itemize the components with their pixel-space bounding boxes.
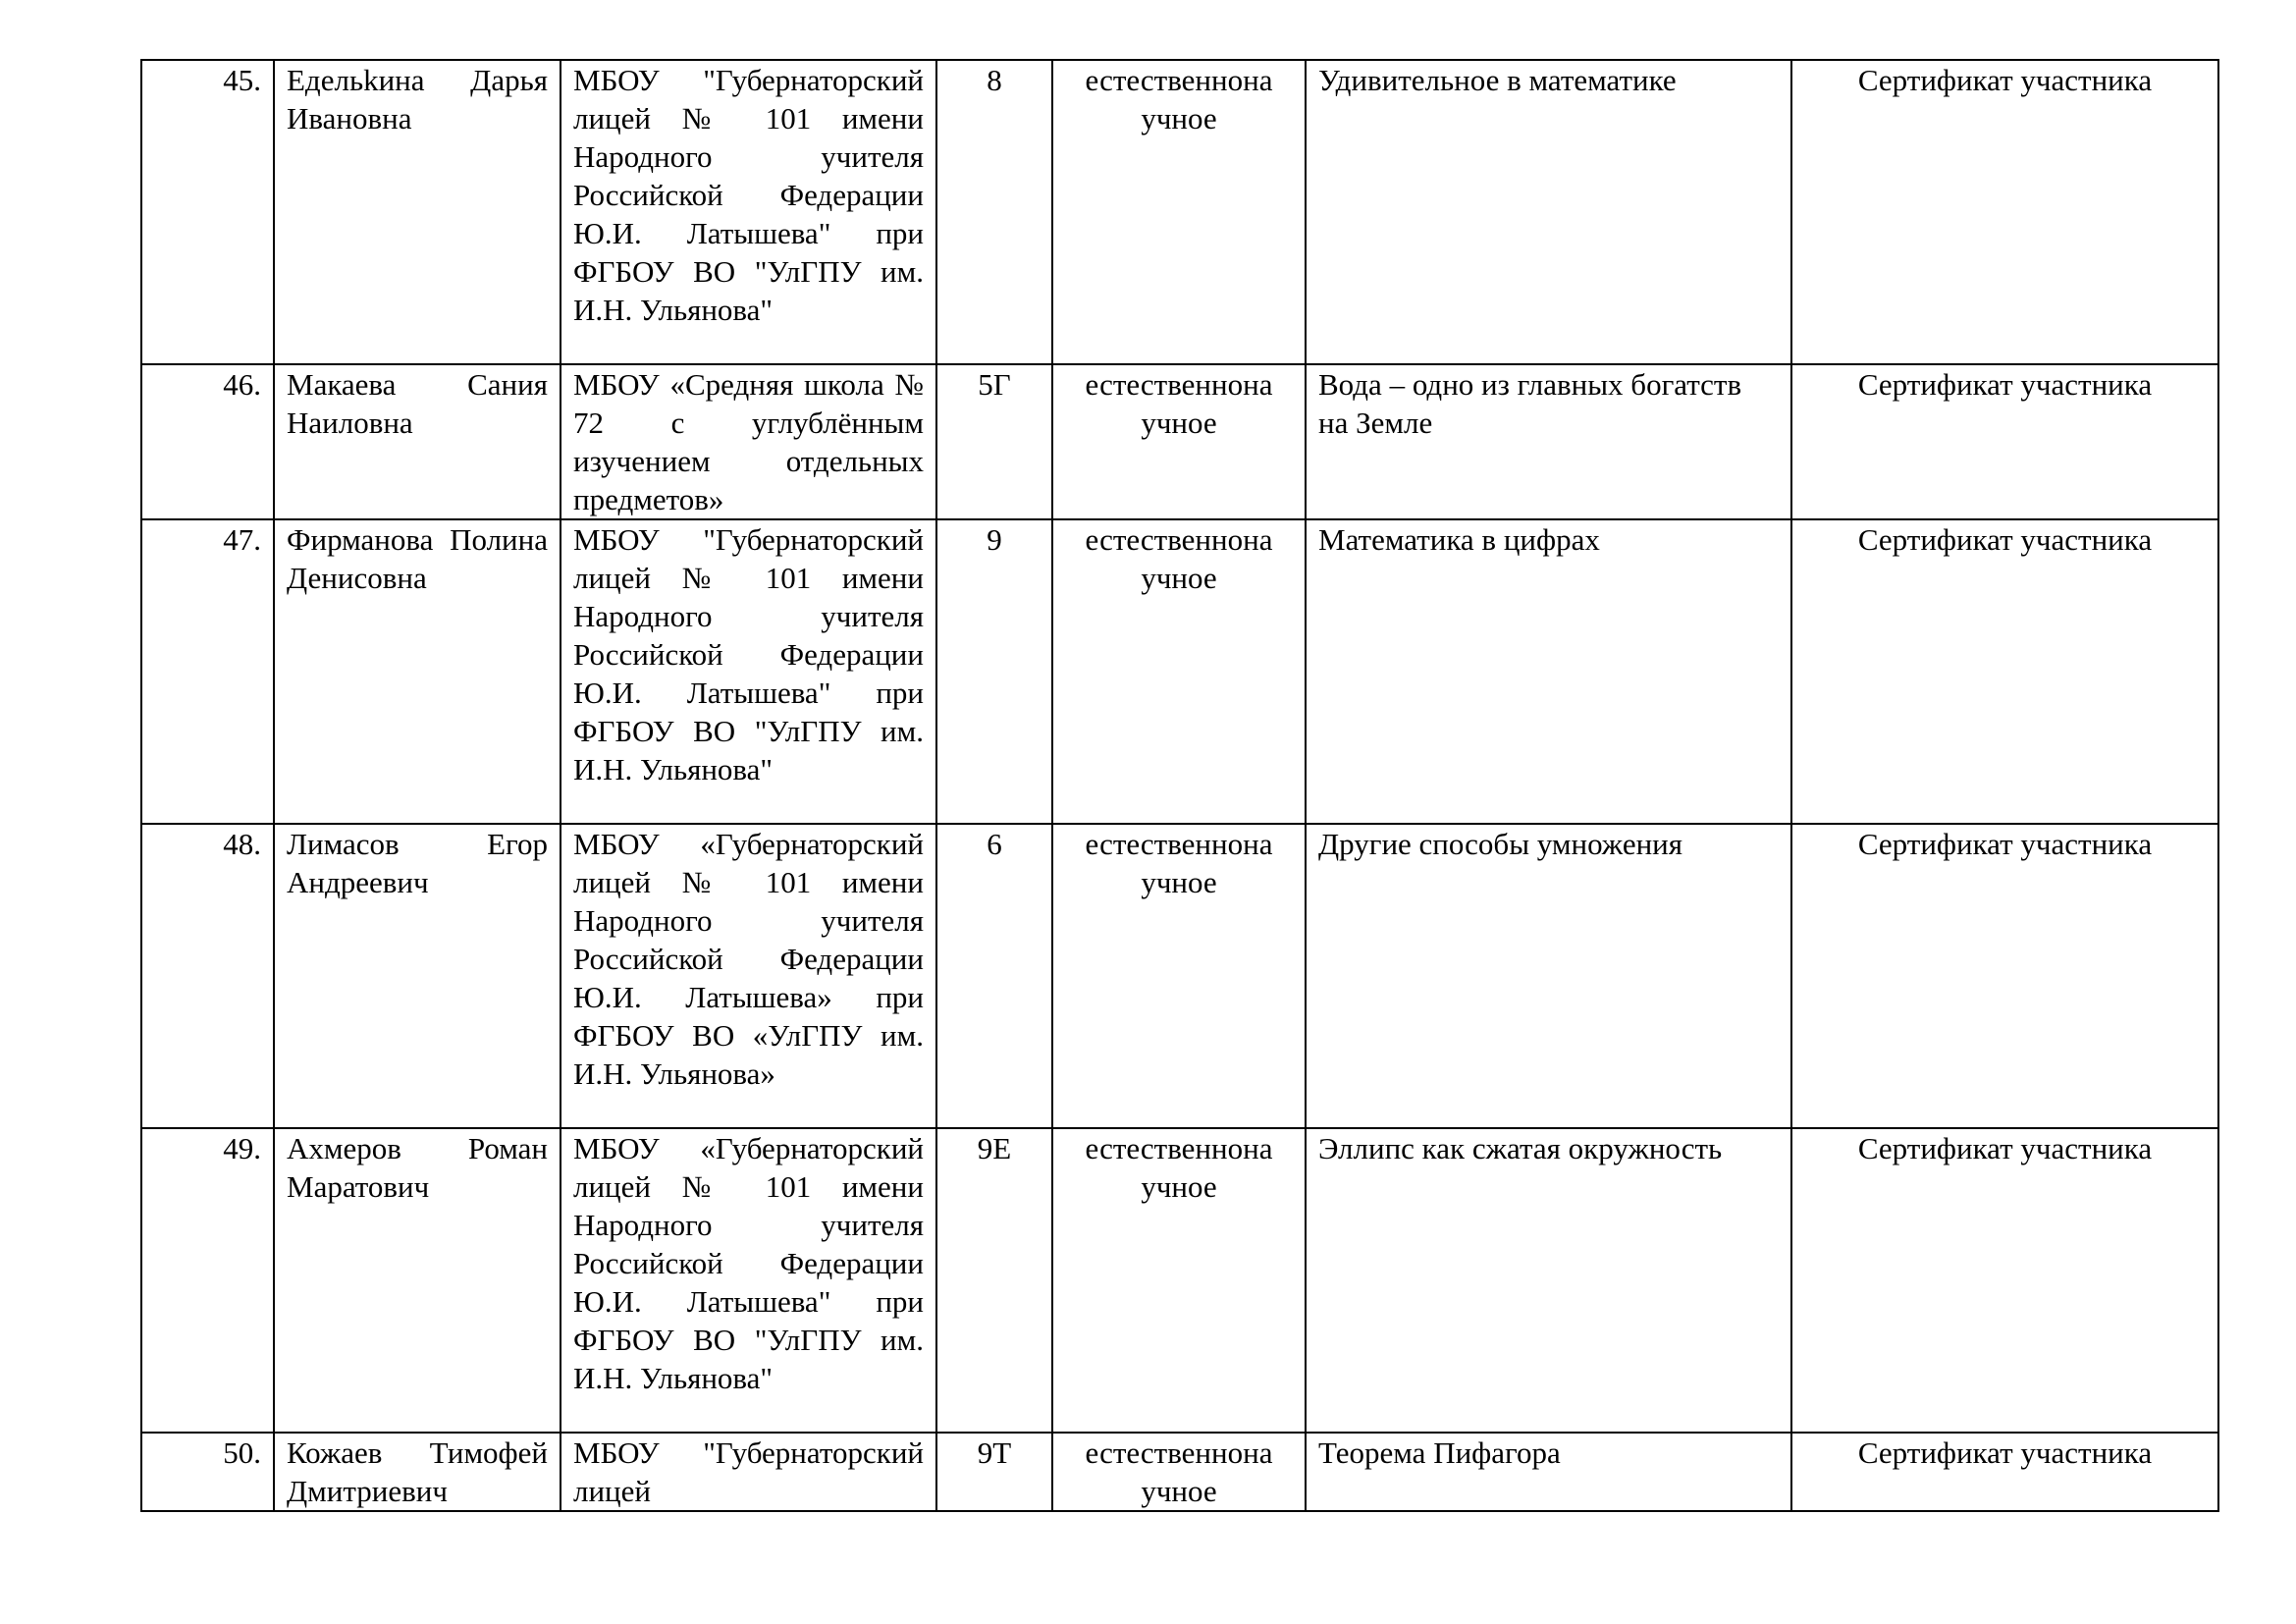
participant-name: Фирманова Полина Денисовна — [274, 519, 561, 824]
direction: естественнона учное — [1052, 1128, 1306, 1433]
row-number: 46. — [141, 364, 274, 519]
row-number: 45. — [141, 60, 274, 364]
result: Сертификат участника — [1791, 1433, 2218, 1511]
topic: Теорема Пифагора — [1306, 1433, 1791, 1511]
topic: Математика в цифрах — [1306, 519, 1791, 824]
row-number: 47. — [141, 519, 274, 824]
grade: 6 — [936, 824, 1052, 1128]
table-row — [141, 1128, 2218, 1433]
result: Сертификат участника — [1791, 60, 2218, 364]
topic: Другие способы умножения — [1306, 824, 1791, 1128]
school-name: МБОУ «Губернаторский лицей № 101 имени Народного учителя Российской Федерации Ю.И. Латышева" при ФГБОУ ВО "УлГПУ им. И.Н. Ульянова" — [561, 1128, 936, 1433]
grade: 5Г — [936, 364, 1052, 519]
participants-table — [140, 59, 2219, 1512]
grade: 8 — [936, 60, 1052, 364]
grade: 9Е — [936, 1128, 1052, 1433]
table-row — [141, 60, 2218, 364]
participant-name: Макаева Сания Наиловна — [274, 364, 561, 519]
direction: естественнона учное — [1052, 824, 1306, 1128]
result: Сертификат участника — [1791, 824, 2218, 1128]
school-name: МБОУ "Губернаторский лицей № 101 имени Народного учителя Российской Федерации Ю.И. Латышева" при ФГБОУ ВО "УлГПУ им. И.Н. Ульянова" — [561, 519, 936, 824]
grade: 9Т — [936, 1433, 1052, 1511]
direction: естественнона учное — [1052, 1433, 1306, 1511]
participant-name: Ахмеров Роман Маратович — [274, 1128, 561, 1433]
grade: 9 — [936, 519, 1052, 824]
topic: Эллипс как сжатая окружность — [1306, 1128, 1791, 1433]
table-row — [141, 1433, 2218, 1511]
school-name: МБОУ «Губернаторский лицей № 101 имени Народного учителя Российской Федерации Ю.И. Латышева» при ФГБОУ ВО «УлГПУ им. И.Н. Ульянова» — [561, 824, 936, 1128]
row-number: 48. — [141, 824, 274, 1128]
row-number: 49. — [141, 1128, 274, 1433]
result: Сертификат участника — [1791, 1128, 2218, 1433]
school-name: МБОУ «Средняя школа № 72 с углублённым изучением отдельных предметов» — [561, 364, 936, 519]
direction: естественнона учное — [1052, 519, 1306, 824]
result: Сертификат участника — [1791, 519, 2218, 824]
direction: естественнона учное — [1052, 60, 1306, 364]
table-row — [141, 364, 2218, 519]
table-row — [141, 519, 2218, 824]
direction: естественнона учное — [1052, 364, 1306, 519]
result: Сертификат участника — [1791, 364, 2218, 519]
school-name: МБОУ "Губернаторский лицей — [561, 1433, 936, 1511]
school-name: МБОУ "Губернаторский лицей № 101 имени Народного учителя Российской Федерации Ю.И. Латышева" при ФГБОУ ВО "УлГПУ им. И.Н. Ульянова" — [561, 60, 936, 364]
row-number: 50. — [141, 1433, 274, 1511]
topic: Удивительное в математике — [1306, 60, 1791, 364]
participant-name: Лимасов Егор Андреевич — [274, 824, 561, 1128]
participant-name: Едельkина Дарья Ивановна — [274, 60, 561, 364]
participant-name: Кожаев Тимофей Дмитриевич — [274, 1433, 561, 1511]
table-row — [141, 824, 2218, 1128]
topic: Вода – одно из главных богатств на Земле — [1306, 364, 1791, 519]
